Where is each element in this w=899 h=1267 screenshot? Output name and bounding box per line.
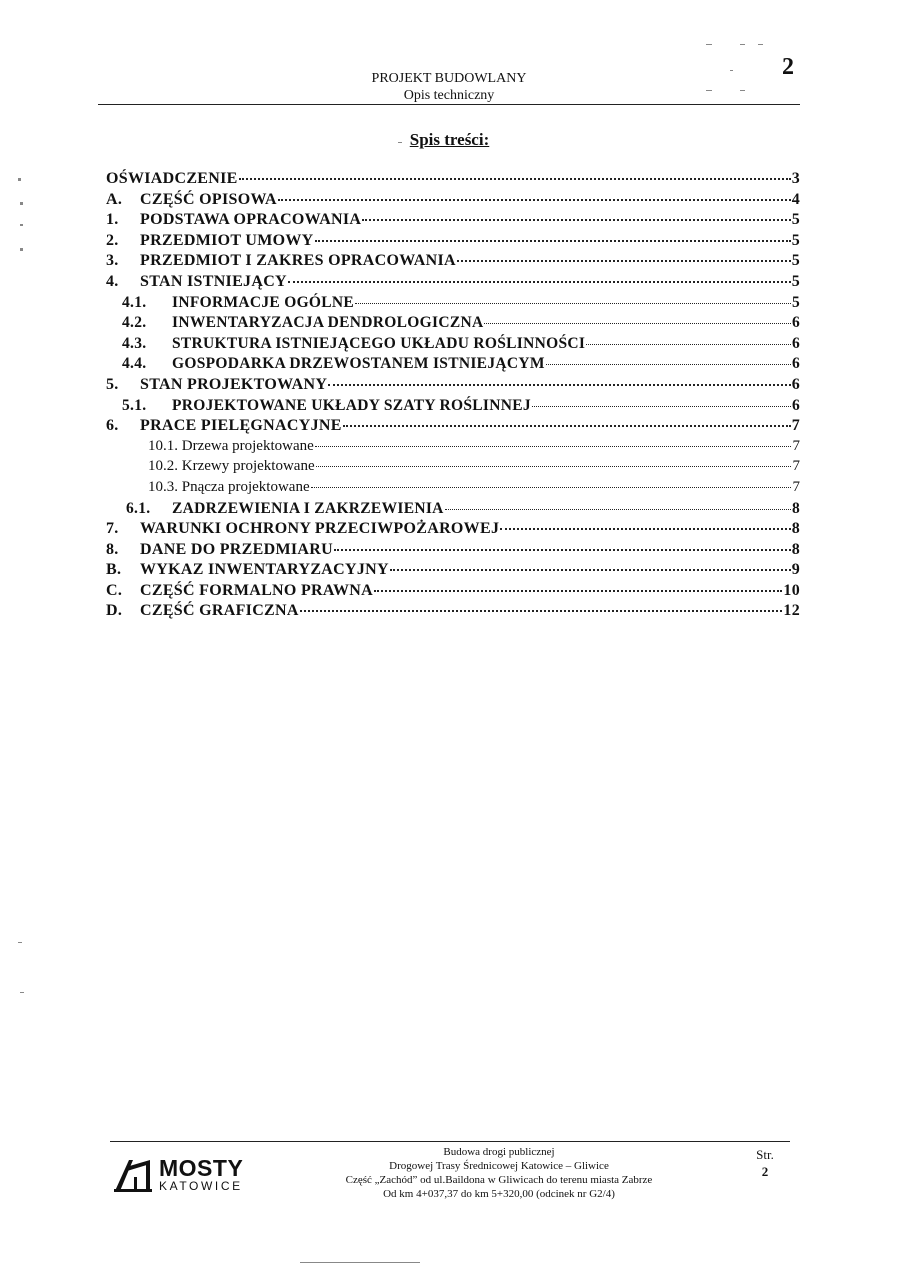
scan-speck <box>20 224 23 226</box>
header-divider <box>98 104 800 105</box>
toc-leader-dots <box>532 406 791 407</box>
footer-line: Budowa drogi publicznej <box>443 1146 555 1158</box>
toc-leader-dots <box>484 323 790 324</box>
toc-leader-dots <box>374 590 782 592</box>
toc-entry[interactable] <box>106 582 800 603</box>
toc-entry[interactable] <box>106 561 800 582</box>
toc-entry-title: CZĘŚĆ OPISOWA <box>140 190 277 208</box>
scan-speck <box>18 178 21 181</box>
footer-line: Drogowej Trasy Średnicowej Katowice – Gliwice <box>389 1160 609 1172</box>
bridge-logo-icon <box>112 1157 154 1193</box>
scan-speck <box>740 44 745 45</box>
toc-entry-page: 8 <box>791 520 800 538</box>
toc-entry-title: PRZEDMIOT I ZAKRES OPRACOWANIA <box>140 252 456 270</box>
toc-entry-number: 6. <box>106 417 119 435</box>
toc-entry-number: C. <box>106 581 123 599</box>
footer-page-value: 2 <box>761 1164 769 1179</box>
toc-entry[interactable] <box>106 500 800 521</box>
scan-speck <box>398 142 402 143</box>
toc-entry-page: 3 <box>791 170 800 187</box>
toc-leader-dots <box>315 446 791 447</box>
toc-entry-page: 7 <box>792 478 800 495</box>
toc-entry-number: A. <box>106 190 123 208</box>
footer-divider <box>110 1141 790 1142</box>
toc-entry-page: 4 <box>791 190 800 208</box>
toc-title: Spis treści: <box>409 130 490 149</box>
toc-entry-title: PRZEDMIOT UMOWY <box>140 231 314 249</box>
logo-subtitle: KATOWICE <box>159 1179 243 1193</box>
toc-leader-dots <box>390 569 791 571</box>
toc-leader-dots <box>546 364 791 365</box>
toc-entry-title: WYKAZ INWENTARYZACYJNY <box>140 561 389 579</box>
toc-leader-dots <box>300 610 783 612</box>
logo-name: MOSTY <box>159 1155 244 1181</box>
header-document-type: Opis techniczny <box>403 88 495 103</box>
header-project-type: PROJEKT BUDOWLANY <box>371 71 527 86</box>
toc-leader-dots <box>586 344 791 345</box>
toc-entry[interactable] <box>106 541 800 562</box>
toc-entry-title: STAN ISTNIEJĄCY <box>140 272 287 290</box>
toc-entry-title: WARUNKI OCHRONY PRZECIWPOŻAROWEJ <box>140 520 500 538</box>
toc-entry-page: 6 <box>791 334 800 352</box>
toc-entry-number: 4.3. <box>122 334 147 352</box>
scan-speck <box>706 44 712 45</box>
toc-entry-number: 3. <box>106 252 119 270</box>
toc-entry-number: B. <box>106 561 122 579</box>
toc-entry-page: 7 <box>791 417 800 435</box>
scan-speck <box>706 90 712 91</box>
toc-entry-page: 5 <box>791 211 800 229</box>
footer-project-info <box>300 1145 698 1201</box>
toc-entry[interactable] <box>106 479 800 500</box>
toc-entry-page: 5 <box>791 252 800 270</box>
toc-entry[interactable] <box>106 355 800 376</box>
toc-leader-dots <box>315 240 791 242</box>
scan-speck <box>740 90 745 91</box>
toc-entry-number: 4.4. <box>122 355 147 373</box>
table-of-contents <box>106 170 800 623</box>
toc-entry-number: 4.2. <box>122 314 147 332</box>
toc-entry-title: DANE DO PRZEDMIARU <box>140 540 333 558</box>
toc-entry-title: 10.3. Pnącza projektowane <box>148 478 310 495</box>
toc-entry-number: 4.1. <box>122 293 147 311</box>
toc-entry-title: GOSPODARKA DRZEWOSTANEM ISTNIEJĄCYM <box>172 355 545 373</box>
toc-entry-page: 5 <box>791 272 800 290</box>
toc-entry[interactable] <box>106 458 800 479</box>
toc-entry[interactable] <box>106 211 800 232</box>
toc-entry[interactable] <box>106 438 800 459</box>
toc-entry-number: 1. <box>106 211 119 229</box>
toc-entry-number: 5.1. <box>122 396 147 414</box>
toc-entry-page: 10 <box>783 581 800 599</box>
toc-entry-page: 6 <box>791 375 800 393</box>
toc-entry[interactable] <box>106 273 800 294</box>
toc-entry-title: 10.1. Drzewa projektowane <box>148 437 314 454</box>
toc-entry-page: 7 <box>792 437 800 454</box>
toc-leader-dots <box>311 487 791 488</box>
toc-entry-page: 12 <box>783 602 800 620</box>
scan-speck <box>20 202 23 205</box>
toc-entry[interactable] <box>106 602 800 623</box>
toc-entry-title: OŚWIADCZENIE <box>106 170 238 187</box>
toc-entry-title: INFORMACJE OGÓLNE <box>172 293 355 311</box>
toc-entry[interactable] <box>106 520 800 541</box>
toc-entry-number: 8. <box>106 540 119 558</box>
toc-entry[interactable] <box>106 376 800 397</box>
toc-entry-title: CZĘŚĆ FORMALNO PRAWNA <box>140 581 373 599</box>
toc-entry-number: D. <box>106 602 123 620</box>
toc-entry[interactable] <box>106 335 800 356</box>
toc-entry[interactable] <box>106 417 800 438</box>
scan-speck <box>20 992 24 993</box>
toc-leader-dots <box>278 199 791 201</box>
page-number: 2 <box>782 54 794 80</box>
toc-entry[interactable] <box>106 191 800 212</box>
toc-leader-dots <box>355 303 791 304</box>
toc-leader-dots <box>334 549 791 551</box>
footer-page-indicator <box>740 1146 790 1180</box>
toc-leader-dots <box>328 384 790 386</box>
toc-entry-title: STAN PROJEKTOWANY <box>140 375 328 393</box>
toc-entry-page: 6 <box>791 355 800 373</box>
toc-leader-dots <box>239 178 791 180</box>
company-logo <box>112 1157 262 1197</box>
footer-page-label: Str. <box>756 1147 774 1162</box>
toc-leader-dots <box>457 260 791 262</box>
toc-entry-number: 6.1. <box>126 499 151 517</box>
toc-entry-title: 10.2. Krzewy projektowane <box>148 458 315 475</box>
toc-leader-dots <box>362 219 790 221</box>
toc-entry[interactable] <box>106 170 800 191</box>
toc-entry[interactable] <box>106 314 800 335</box>
toc-entry-number: 2. <box>106 231 119 249</box>
scan-speck <box>18 942 22 943</box>
toc-entry-title: CZĘŚĆ GRAFICZNA <box>140 602 299 620</box>
toc-entry-page: 6 <box>791 396 800 414</box>
toc-entry[interactable] <box>106 252 800 273</box>
footer-line: Od km 4+037,37 do km 5+320,00 (odcinek nr G2/4) <box>383 1188 615 1200</box>
scan-speck <box>730 70 733 71</box>
toc-leader-dots <box>445 509 791 510</box>
toc-entry[interactable] <box>106 232 800 253</box>
toc-leader-dots <box>316 466 791 467</box>
toc-entry-page: 5 <box>791 293 800 311</box>
toc-leader-dots <box>288 281 791 283</box>
scan-speck <box>300 1262 420 1263</box>
toc-entry[interactable] <box>106 294 800 315</box>
toc-entry-page: 6 <box>791 314 800 332</box>
footer-line: Część „Zachód” od ul.Baildona w Gliwicach do terenu miasta Zabrze <box>345 1174 653 1186</box>
toc-leader-dots <box>500 528 790 530</box>
toc-entry-page: 7 <box>792 458 800 475</box>
toc-entry-page: 8 <box>791 499 800 517</box>
toc-entry[interactable] <box>106 397 800 418</box>
toc-entry-title: ZADRZEWIENIA I ZAKRZEWIENIA <box>172 499 444 517</box>
toc-entry-title: PRACE PIELĘGNACYJNE <box>140 417 342 435</box>
toc-leader-dots <box>343 425 791 427</box>
toc-entry-number: 5. <box>106 375 119 393</box>
toc-entry-page: 5 <box>791 231 800 249</box>
toc-entry-page: 9 <box>791 561 800 579</box>
toc-entry-title: STRUKTURA ISTNIEJĄCEGO UKŁADU ROŚLINNOŚCI <box>172 334 586 352</box>
toc-entry-page: 8 <box>791 540 800 558</box>
toc-entry-title: PODSTAWA OPRACOWANIA <box>140 211 362 229</box>
toc-entry-title: INWENTARYZACJA DENDROLOGICZNA <box>172 314 484 332</box>
toc-entry-number: 7. <box>106 520 119 538</box>
toc-entry-number: 4. <box>106 272 119 290</box>
scan-speck <box>20 248 23 251</box>
document-header <box>98 70 800 104</box>
scan-speck <box>758 44 763 45</box>
toc-entry-title: PROJEKTOWANE UKŁADY SZATY ROŚLINNEJ <box>172 396 531 414</box>
